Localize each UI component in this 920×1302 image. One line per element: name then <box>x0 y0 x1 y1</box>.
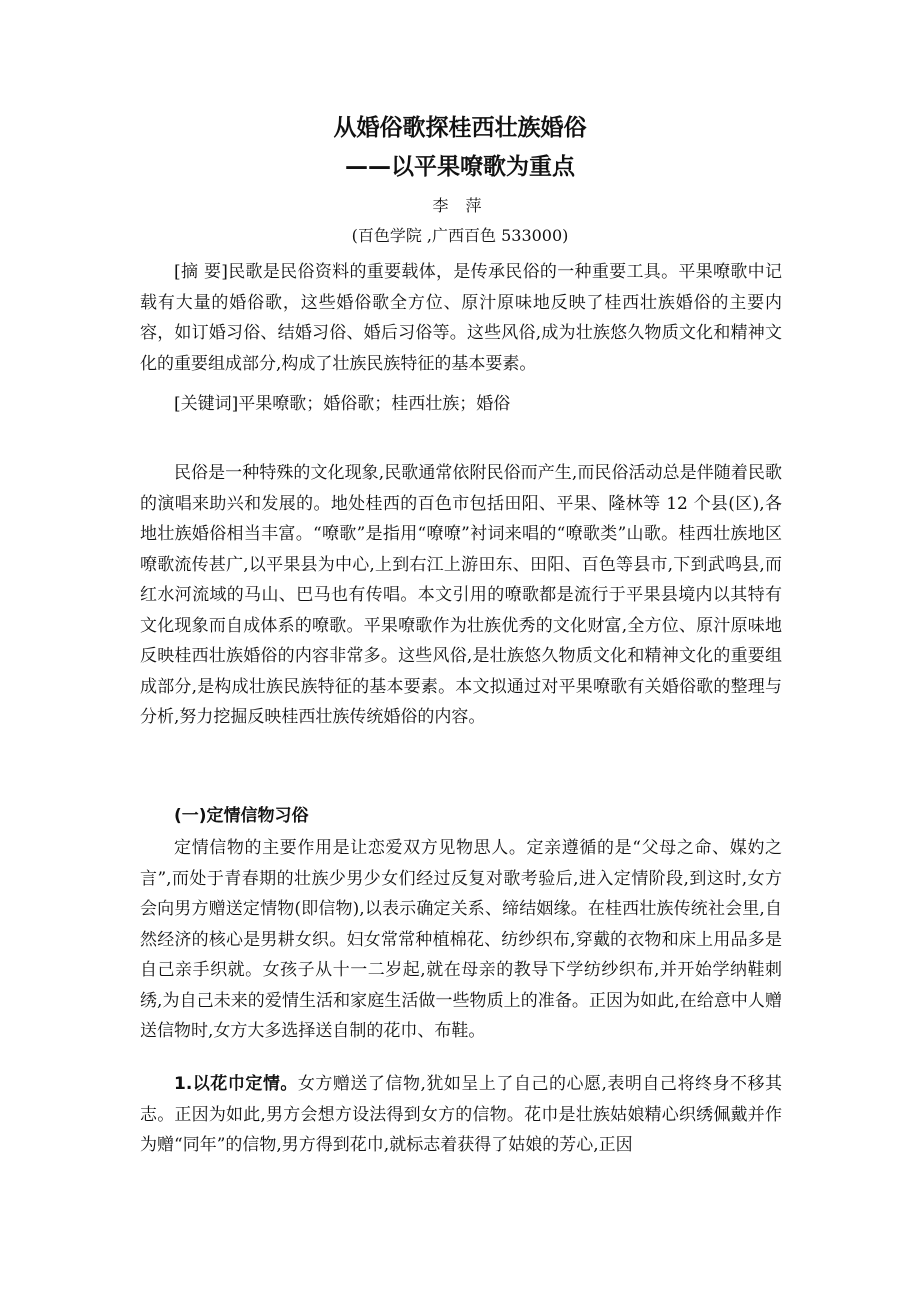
intro-paragraph: 民俗是一种特殊的文化现象,民歌通常依附民俗而产生,而民俗活动总是伴随着民歌的演唱来助兴和发展的。地处桂西的百色市包括田阳、平果、隆林等 12 个县(区),各地壮族婚俗相当丰富。“嘹歌”是指用“嘹嘹”衬词来唱的“嘹歌类”山歌。桂西壮族地区嘹歌流传甚广,以平果县为中心,上到右江上游田东、田阳、百色等县市,下到武鸣县,而红水河流域的马山、巴马也有传唱。本文引用的嘹歌都是流行于平果县境内以其特有文化现象而自成体系的嘹歌。平果嘹歌作为壮族优秀的文化财富,全方位、原汁原味地反映桂西壮族婚俗的内容非常多。这些风俗,是壮族悠久物质文化和精神文化的重要组成部分,是构成壮族民族特征的基本要素。本文拟通过对平果嘹歌有关婚俗歌的整理与分析,努力挖掘反映桂西壮族传统婚俗的内容。 <box>140 463 782 727</box>
section-paragraph: 定情信物的主要作用是让恋爱双方见物思人。定亲遵循的是“父母之命、媒妁之言”,而处于青春期的壮族少男少女们经过反复对歌考验后,进入定情阶段,到这时,女方会向男方赠送定情物(即信物),以表示确定关系、缔结姻缘。在桂西壮族传统社会里,自然经济的核心是男耕女织。妇女常常种植棉花、纺纱织布,穿戴的衣物和床上用品多是自己亲手织就。女孩子从十一二岁起,就在母亲的教导下学纺纱织布,并开始学纳鞋刺绣,为自己未来的爱情生活和家庭生活做一些物质上的准备。正因为如此,在给意中人赠送信物时,女方大多选择送自制的花巾、布鞋。 <box>140 838 782 1041</box>
subsection-paragraph <box>140 1069 782 1161</box>
subsection-label: 1.以花巾定情。 <box>174 1074 298 1094</box>
keywords-line: [关键词]平果嘹歌；婚俗歌；桂西壮族；婚俗 <box>174 394 511 414</box>
author-name: 李 萍 <box>432 196 488 215</box>
subsection-text: 女方赠送了信物,犹如呈上了自己的心愿,表明自己将终身不移其志。正因为如此,男方会想方设法得到女方的信物。花巾是壮族姑娘精心织绣佩戴并作为赠“同年”的信物,男方得到花巾,就标志着获得了姑娘的芳心,正因 <box>140 1074 782 1155</box>
abstract-paragraph: [摘 要]民歌是民俗资料的重要载体，是传承民俗的一种重要工具。平果嘹歌中记载有大量的婚俗歌，这些婚俗歌全方位、原汁原味地反映了桂西壮族婚俗的主要内容，如订婚习俗、结婚习俗、婚后习俗等。这些风俗,成为壮族悠久物质文化和精神文化的重要组成部分,构成了壮族民族特征的基本要素。 <box>140 262 782 374</box>
author-affiliation: (百色学院 ,广西百色 533000) <box>351 226 569 245</box>
paper-title: 从婚俗歌探桂西壮族婚俗 <box>333 115 587 141</box>
section-heading: (一)定情信物习俗 <box>174 806 309 826</box>
paper-subtitle: ——以平果嘹歌为重点 <box>345 154 575 180</box>
